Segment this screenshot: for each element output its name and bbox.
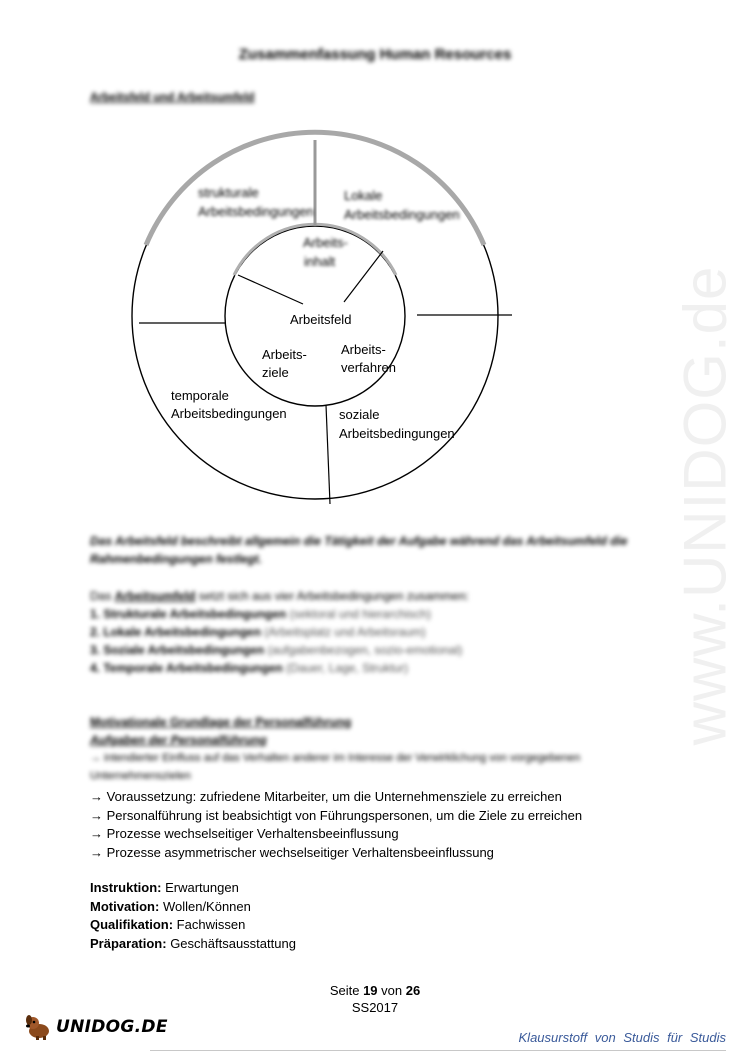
page-number bbox=[0, 982, 750, 999]
label-strukturale-2: Arbeitsbedingungen bbox=[198, 204, 314, 219]
watermark-text: www.UNIDOG.de bbox=[671, 265, 739, 745]
list-item bbox=[90, 605, 650, 623]
label-soziale-2: Arbeitsbedingungen bbox=[339, 426, 455, 441]
arbeitsumfeld-list bbox=[90, 587, 650, 677]
list-item bbox=[90, 641, 650, 659]
page-prefix: Seite bbox=[329, 983, 364, 998]
summary-statement bbox=[90, 532, 650, 568]
definition-item bbox=[90, 898, 650, 917]
section2-subheading: Aufgaben der Personalführung bbox=[90, 733, 267, 747]
label-soziale-1: soziale bbox=[339, 407, 380, 422]
bullet-item: → Prozesse wechselseitiger Verhaltensbeeinflussung bbox=[90, 826, 399, 841]
label-arbeitsinhalt-2: inhalt bbox=[304, 254, 336, 269]
bullet-item: → Voraussetzung: zufriedene Mitarbeiter, um die Unternehmensziele zu erreichen bbox=[90, 789, 562, 804]
section2-heading: Motivationale Grundlage der Personalführung bbox=[90, 715, 352, 729]
list-intro bbox=[90, 587, 650, 605]
list-item-detail: (aufgabenbezogen, sozio-emotional) bbox=[264, 643, 463, 657]
list-item-detail: (Dauer, Lage, Struktur) bbox=[282, 661, 409, 675]
dog-icon bbox=[24, 1014, 52, 1040]
definition-term: Präparation: bbox=[90, 935, 167, 951]
document-title: Zusammenfassung Human Resources bbox=[238, 46, 512, 63]
page-mid: von bbox=[377, 983, 406, 998]
page-footer bbox=[0, 982, 750, 1016]
footer-divider bbox=[150, 1050, 726, 1051]
intro-suffix: setzt sich aus vier Arbeitsbedingungen zusammen: bbox=[195, 589, 469, 603]
list-item-detail: (sektoral und hierarchisch) bbox=[286, 607, 431, 621]
definition-item bbox=[90, 916, 650, 935]
label-arbeitsinhalt-1: Arbeits- bbox=[303, 235, 348, 250]
section-heading-arbeitsfeld: Arbeitsfeld und Arbeitsumfeld bbox=[90, 92, 255, 104]
definition-term: Motivation: bbox=[90, 898, 160, 914]
arbeitsfeld-diagram bbox=[120, 128, 520, 513]
definition-item bbox=[90, 935, 650, 954]
bullet-item: → Prozesse asymmetrischer wechselseitiger Verhaltensbeeinflussung bbox=[90, 844, 494, 860]
label-temporale-2: Arbeitsbedingungen bbox=[171, 406, 287, 421]
definition-value: Wollen/Können bbox=[159, 898, 251, 914]
tagline: Klausurstoff von Studis für Studis bbox=[518, 1030, 726, 1045]
definition-value: Geschäftsausstattung bbox=[166, 935, 296, 951]
unidog-logo bbox=[24, 1014, 168, 1040]
label-arbeitsfeld: Arbeitsfeld bbox=[290, 312, 352, 327]
definition-value: Fachwissen bbox=[173, 917, 246, 932]
page-current: 19 bbox=[363, 983, 378, 998]
semester-label: SS2017 bbox=[351, 1000, 399, 1015]
bullet-list bbox=[90, 788, 710, 862]
label-lokale-2: Arbeitsbedingungen bbox=[344, 207, 460, 222]
label-lokale-1: Lokale bbox=[344, 188, 383, 203]
label-arbeitsziele-1: Arbeits- bbox=[262, 347, 307, 362]
logo-text: UNIDOG.DE bbox=[56, 1017, 168, 1037]
label-strukturale-1: strukturale bbox=[198, 185, 259, 200]
list-item bbox=[90, 623, 650, 641]
label-arbeitsverfahren-1: Arbeits- bbox=[341, 342, 386, 357]
divider-bottom bbox=[326, 405, 330, 504]
list-item-label: 1. Strukturale Arbeitsbedingungen bbox=[90, 607, 287, 621]
page-total: 26 bbox=[405, 983, 421, 998]
definition-item bbox=[90, 879, 650, 898]
section2-headings bbox=[90, 713, 650, 785]
intro-term: Arbeitsumfeld bbox=[114, 589, 196, 603]
label-arbeitsverfahren-2: verfahren bbox=[341, 360, 396, 375]
watermark bbox=[640, 265, 750, 745]
label-arbeitsziele-2: ziele bbox=[262, 365, 289, 380]
definition-list bbox=[90, 879, 650, 953]
label-temporale-1: temporale bbox=[171, 388, 229, 403]
list-item-label: 2. Lokale Arbeitsbedingungen bbox=[90, 625, 261, 639]
list-item-detail: (Arbeitsplatz und Arbeitsraum) bbox=[260, 625, 426, 639]
blurred-bullet: → intendierter Einfluss auf das Verhalten anderer im Interesse der Verwirklichung von vorgegebenen Unternehmenszielen bbox=[90, 752, 581, 782]
list-item bbox=[90, 659, 650, 677]
definition-term: Qualifikation: bbox=[90, 917, 174, 932]
summary-statement-text: Das Arbeitsfeld beschreibt allgemein die Tätigkeit der Aufgabe während das Arbeitsumfeld die Rahmenbedingungen festlegt. bbox=[90, 534, 628, 566]
definition-value: Erwartungen bbox=[161, 880, 239, 895]
bullet-item: → Personalführung ist beabsichtigt von Führungspersonen, um die Ziele zu erreichen bbox=[90, 807, 583, 823]
list-item-label: 4. Temporale Arbeitsbedingungen bbox=[90, 661, 283, 675]
definition-term: Instruktion: bbox=[90, 880, 162, 895]
intro-prefix: Das bbox=[90, 589, 115, 603]
list-item-label: 3. Soziale Arbeitsbedingungen bbox=[90, 643, 265, 657]
